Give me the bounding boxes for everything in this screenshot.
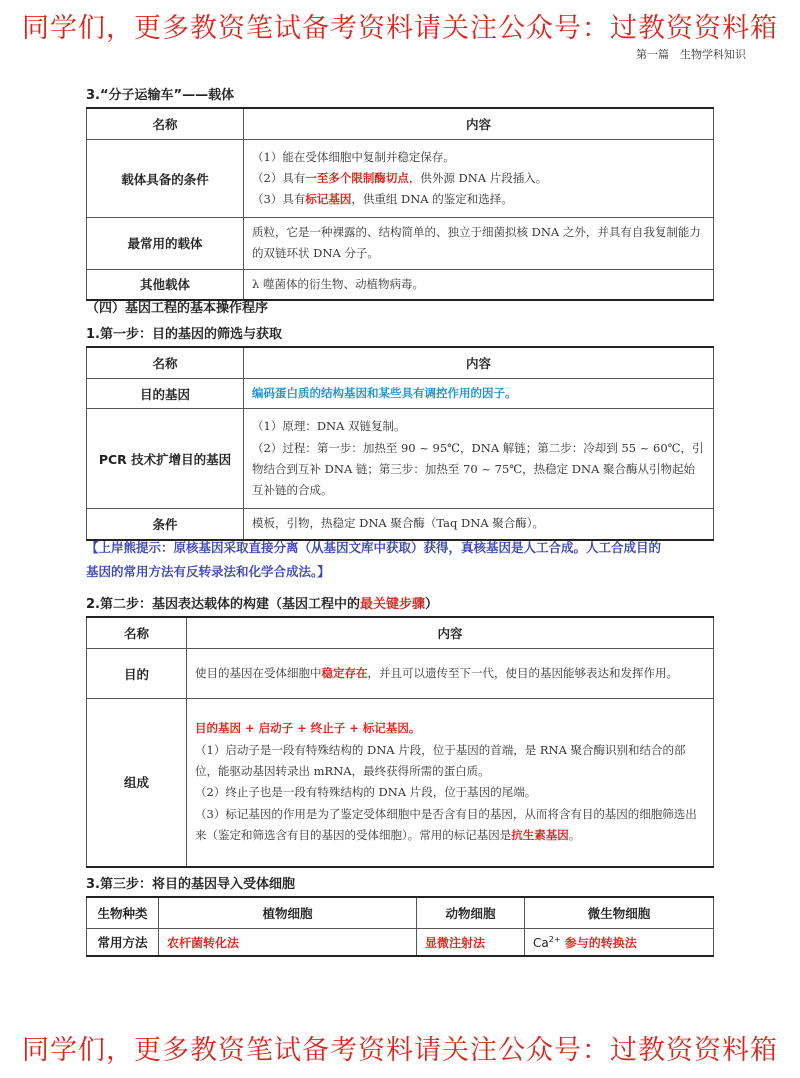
table-row <box>87 409 714 509</box>
row-content <box>244 409 714 509</box>
content-line: （2）过程：第一步：加热至 90 ~ 95℃，DNA 解链；第二步：冷却到 55 ~ 60℃，引物结合到互补 DNA 链；第三步：加热至 70 ~ 75℃，热稳定 DNA 聚合酶从引物起始互补链的合成。 <box>252 440 704 498</box>
column-header: 植物细胞 <box>159 897 417 929</box>
step1-table <box>86 346 714 541</box>
row-content: 编码蛋白质的结构基因和某些具有调控作用的因子。 <box>244 379 714 409</box>
column-header: 微生物细胞 <box>525 897 714 929</box>
column-header: 名称 <box>87 108 244 140</box>
promo-banner-top: 同学们，更多教资笔试备考资料请关注公众号：过教资资料箱 <box>22 13 778 44</box>
tip-line: 基因的常用方法有反转录法和化学合成法。】 <box>86 563 330 579</box>
row-content: 质粒，它是一种裸露的、结构简单的、独立于细菌拟核 DNA 之外，并具有自我复制能力的双链环状 DNA 分子。 <box>244 218 714 270</box>
row-content: 模板，引物，热稳定 DNA 聚合酶（Taq DNA 聚合酶）。 <box>244 509 714 540</box>
row-label: 组成 <box>87 699 187 867</box>
row-label: 条件 <box>87 509 244 540</box>
column-header: 名称 <box>87 617 187 649</box>
tip-line: 【上岸熊提示：原核基因采取直接分离（从基因文库中获取）获得，真核基因是人工合成。人工合成目的 <box>86 540 662 555</box>
table-row <box>87 269 714 300</box>
row-label: 最常用的载体 <box>87 218 244 270</box>
row-content: 使目的基因在受体细胞中稳定存在，并且可以遗传至下一代，使目的基因能够表达和发挥作用。 <box>187 649 714 699</box>
table-row <box>87 218 714 270</box>
row-content <box>244 140 714 218</box>
table-row <box>87 379 714 409</box>
content-line: （2）具有一至多个限制酶切点，供外源 DNA 片段插入。 <box>252 170 548 185</box>
row-content: λ 噬菌体的衍生物、动植物病毒。 <box>244 269 714 300</box>
row-label: 目的基因 <box>87 379 244 409</box>
table-row <box>87 649 714 699</box>
content-line: （1）能在受体细胞中复制并稳定保存。 <box>252 149 455 164</box>
column-header: 名称 <box>87 347 244 379</box>
table-row <box>87 929 714 957</box>
content-line: （1）启动子是一段有特殊结构的 DNA 片段，位于基因的首端，是 RNA 聚合酶识别和结合的部位，能驱动基因转录出 mRNA，最终获得所需的蛋白质。 <box>195 742 686 778</box>
step2-heading: 2.第二步：基因表达载体的构建（基因工程中的最关键步骤） <box>86 597 439 612</box>
plant-method: 农杆菌转化法 <box>159 929 417 957</box>
column-header: 内容 <box>187 617 714 649</box>
content-line: （3）具有标记基因，供重组 DNA 的鉴定和选择。 <box>252 192 513 207</box>
content-line: （1）原理：DNA 双链复制。 <box>252 419 406 434</box>
section-heading-vector: 3.“分子运输车”——载体 <box>86 88 235 103</box>
table-row <box>87 140 714 218</box>
animal-method: 显微注射法 <box>417 929 525 957</box>
row-label: 常用方法 <box>87 929 159 957</box>
content-line: （2）终止子也是一段有特殊结构的 DNA 片段，位于基因的尾端。 <box>195 785 537 800</box>
vector-table <box>86 107 714 301</box>
table-row <box>87 509 714 540</box>
column-header: 生物种类 <box>87 897 159 929</box>
tip-callout <box>86 536 726 584</box>
step3-heading: 3.第三步：将目的基因导入受体细胞 <box>86 877 295 892</box>
column-header: 内容 <box>244 108 714 140</box>
step1-heading: 1.第一步：目的基因的筛选与获取 <box>86 327 282 342</box>
column-header: 动物细胞 <box>417 897 525 929</box>
promo-banner-bottom: 同学们，更多教资笔试备考资料请关注公众号：过教资资料箱 <box>22 1035 778 1066</box>
microbe-method: $Ca^{2+}$ 参与的转换法 <box>525 929 714 957</box>
step2-table <box>86 616 714 868</box>
content-line: 目的基因 + 启动子 + 终止子 + 标记基因。 <box>195 721 421 736</box>
row-content <box>187 699 714 867</box>
row-label: 目的 <box>87 649 187 699</box>
row-label: PCR 技术扩增目的基因 <box>87 409 244 509</box>
content-line: （3）标记基因的作用是为了鉴定受体细胞中是否含有目的基因，从而将含有目的基因的细胞筛选出来（鉴定和筛选含有目的基因的受体细胞）。常用的标记基因是抗生素基因。 <box>195 806 697 842</box>
row-label: 其他载体 <box>87 269 244 300</box>
column-header: 内容 <box>244 347 714 379</box>
part-heading: （四）基因工程的基本操作程序 <box>86 301 269 316</box>
step3-table <box>86 896 714 957</box>
running-head: 第一篇 生物学科知识 <box>636 48 746 61</box>
table-row <box>87 699 714 867</box>
row-label: 载体具备的条件 <box>87 140 244 218</box>
